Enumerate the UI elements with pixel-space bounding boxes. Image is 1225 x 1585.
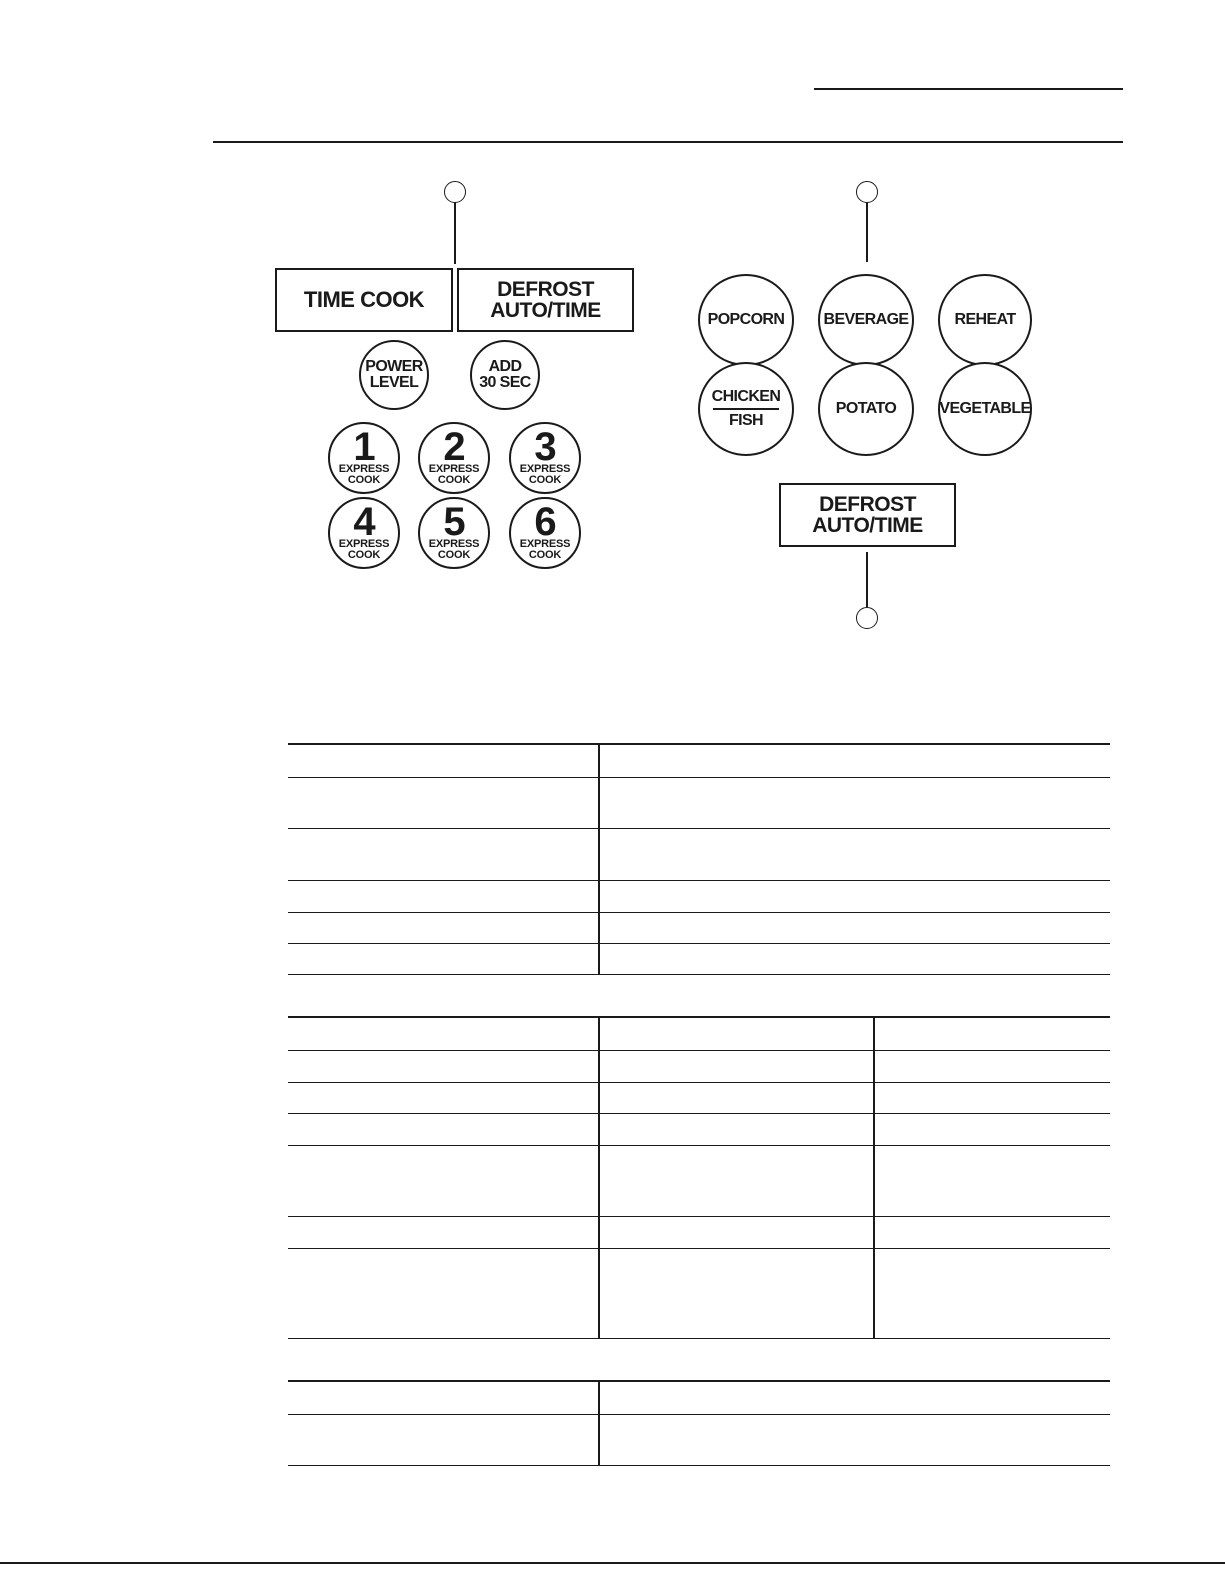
table-3-row-rule (288, 1414, 1110, 1415)
vegetable-label: VEGETABLE (939, 400, 1031, 417)
cook-label: COOK (528, 474, 562, 486)
cook-label: COOK (437, 474, 471, 486)
callout-leader-top-right (866, 202, 868, 262)
table-2-row-rule (288, 1248, 1110, 1249)
callout-leader-bottom-right (866, 552, 868, 607)
table-2-bottom-rule (288, 1338, 1110, 1339)
table-2-top-rule (288, 1016, 1110, 1018)
express-label: EXPRESS (428, 463, 480, 475)
table-1-row-rule (288, 828, 1110, 829)
table-2-row-rule (288, 1216, 1110, 1217)
cook-label: COOK (347, 549, 381, 561)
cook-label: COOK (347, 474, 381, 486)
express-label: EXPRESS (519, 538, 571, 550)
header-rule (213, 141, 1123, 143)
divider (713, 408, 779, 410)
cook-label: COOK (437, 549, 471, 561)
express-number: 1 (353, 425, 375, 469)
footer-rule (0, 1562, 1225, 1564)
table-3-bottom-rule (288, 1465, 1110, 1466)
potato-label: POTATO (835, 400, 897, 417)
express-label: EXPRESS (338, 538, 390, 550)
callout-marker-left (444, 181, 466, 203)
add-30-line2: 30 SEC (479, 374, 531, 391)
reheat-label: REHEAT (954, 311, 1016, 328)
table-3-top-rule (288, 1380, 1110, 1382)
beverage-button[interactable] (818, 274, 914, 366)
express-label: EXPRESS (428, 538, 480, 550)
express-label: EXPRESS (338, 463, 390, 475)
defrost-label-line1: DEFROST (819, 493, 916, 516)
defrost-label-line2: AUTO/TIME (812, 514, 923, 537)
beverage-label: BEVERAGE (823, 311, 909, 328)
express-number: 2 (443, 425, 465, 469)
time-cook-label: TIME COOK (303, 287, 425, 312)
power-level-line2: LEVEL (369, 374, 419, 391)
callout-marker-top-right (856, 181, 878, 203)
express-label: EXPRESS (519, 463, 571, 475)
chicken-fish-button[interactable] (698, 362, 794, 456)
add-30-sec-button[interactable] (470, 340, 540, 410)
table-1-row-rule (288, 777, 1110, 778)
table-2-row-rule (288, 1145, 1110, 1146)
reheat-button[interactable] (938, 274, 1032, 366)
express-number: 4 (353, 500, 375, 544)
cook-label: COOK (528, 549, 562, 561)
fish-label: FISH (728, 412, 764, 429)
table-1-row-rule (288, 880, 1110, 881)
express-cook-1-button[interactable] (328, 422, 400, 494)
table-1-top-rule (288, 743, 1110, 745)
defrost-label-line1: DEFROST (497, 278, 594, 301)
power-level-button[interactable] (359, 340, 429, 410)
power-level-line1: POWER (365, 358, 423, 375)
table-2-row-rule (288, 1082, 1110, 1083)
callout-leader-left (454, 202, 456, 264)
defrost-label-line2: AUTO/TIME (490, 299, 601, 322)
popcorn-label: POPCORN (707, 311, 785, 328)
express-number: 3 (534, 425, 556, 469)
table-1-bottom-rule (288, 974, 1110, 975)
express-cook-6-button[interactable] (509, 497, 581, 569)
table-1-row-rule (288, 912, 1110, 913)
table-1-row-rule (288, 943, 1110, 944)
popcorn-button[interactable] (698, 274, 794, 366)
express-cook-3-button[interactable] (509, 422, 581, 494)
express-number: 6 (534, 500, 556, 544)
table-1-column-divider (598, 743, 600, 975)
express-cook-2-button[interactable] (418, 422, 490, 494)
table-2-row-rule (288, 1050, 1110, 1051)
express-cook-5-button[interactable] (418, 497, 490, 569)
chicken-label: CHICKEN (711, 388, 781, 405)
potato-button[interactable] (818, 362, 914, 456)
add-30-line1: ADD (488, 358, 522, 375)
callout-marker-bottom-right (856, 607, 878, 629)
express-number: 5 (443, 500, 465, 544)
table-2-column-divider (873, 1016, 875, 1339)
defrost-auto-time-button[interactable] (457, 268, 634, 332)
express-cook-4-button[interactable] (328, 497, 400, 569)
defrost-auto-time-button-right[interactable] (779, 483, 956, 547)
table-2-row-rule (288, 1113, 1110, 1114)
time-cook-button[interactable] (275, 268, 453, 332)
table-3-column-divider (598, 1380, 600, 1466)
table-2-column-divider (598, 1016, 600, 1339)
header-short-rule (814, 88, 1123, 90)
vegetable-button[interactable] (938, 362, 1032, 456)
